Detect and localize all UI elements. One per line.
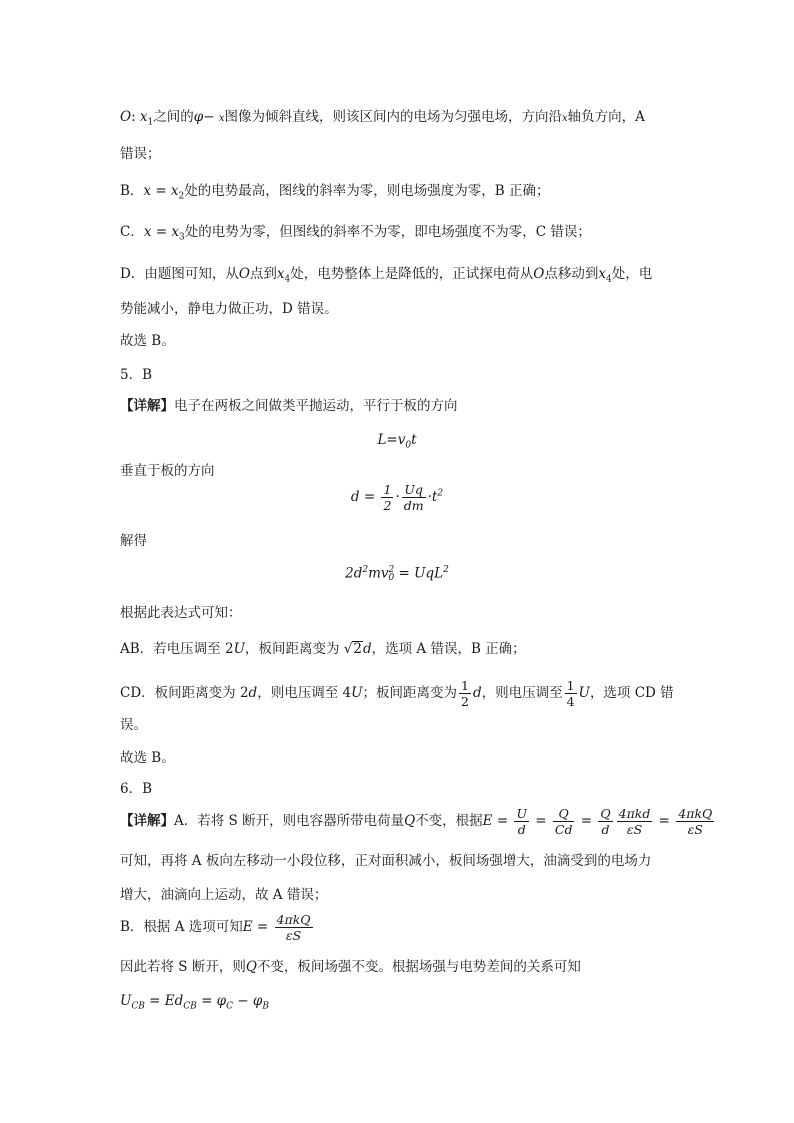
q5-option-ab <box>120 640 526 658</box>
math-var: O <box>120 109 132 125</box>
q6-number: 6．B <box>120 781 153 797</box>
text: 处，电势整体上是降低的，正试探电荷从 <box>290 266 534 282</box>
text: : <box>131 109 140 125</box>
q4-option-c <box>120 223 591 247</box>
q5-number: 5．B <box>120 367 153 383</box>
math-op: · <box>427 489 432 505</box>
q6-option-b-line-2 <box>120 958 581 976</box>
fraction-denominator: Cd <box>554 822 573 837</box>
text: 轴负方向，A <box>567 109 645 125</box>
text: ，选项 A 错误，B 正确； <box>371 641 526 657</box>
math-var: x <box>598 266 606 282</box>
math-var: x <box>218 113 225 124</box>
q6-option-b-line-3 <box>120 992 269 1016</box>
math-expr: x = x <box>143 183 179 199</box>
fraction <box>514 806 529 837</box>
q5-conclusion: 故选 B。 <box>120 750 175 766</box>
q5-equation-2 <box>0 482 794 513</box>
q5-option-cd-line-1 <box>120 678 674 709</box>
math-var: U <box>578 685 590 701</box>
text: B． <box>120 183 144 199</box>
fraction <box>381 482 393 513</box>
fraction-denominator: 4 <box>566 694 575 709</box>
fraction-denominator: dm <box>403 498 424 513</box>
sqrt-radicand: 2 <box>353 641 362 657</box>
fraction <box>598 806 612 837</box>
fraction <box>617 806 653 837</box>
text: ，选项 CD 错 <box>589 685 674 701</box>
math-op: = <box>492 813 513 829</box>
detail-tag: 【详解】 <box>120 398 174 414</box>
q4-line-2: 错误； <box>120 146 161 162</box>
q4-option-b <box>120 182 550 206</box>
q6-option-b-line-1 <box>120 912 315 943</box>
math-sub: 1 <box>147 117 154 128</box>
fraction <box>565 678 577 709</box>
q5-intro <box>120 397 458 415</box>
text: 图像为倾斜直线，则该区间内的电场为匀强电场，方向沿 <box>224 109 562 125</box>
fraction-denominator: εS <box>687 822 703 837</box>
fraction-numerator: Q <box>553 806 575 822</box>
math-expr: mv <box>368 565 389 582</box>
fraction <box>459 678 471 709</box>
q4-option-d-line-1 <box>120 265 652 289</box>
math-op: = <box>576 813 597 829</box>
math-op: = <box>654 813 675 829</box>
math-op: = <box>530 813 551 829</box>
text: D．由题图可知，从 <box>120 266 239 282</box>
math-var: φ <box>193 109 204 125</box>
q5-solve: 解得 <box>120 533 147 549</box>
math-sup: 2 <box>437 488 444 499</box>
q4-line-1 <box>120 108 645 132</box>
fraction-numerator: 1 <box>566 678 575 693</box>
q6-option-a-line-3: 增大，油滴向上运动，故 A 错误； <box>120 887 328 903</box>
text: AB．若电压调至 2 <box>120 641 234 657</box>
text: 不变，根据 <box>415 813 483 829</box>
q6-option-a-line-1 <box>120 806 716 837</box>
math-var: Q <box>404 813 416 829</box>
text: 因此若将 S 断开，则 <box>120 959 246 975</box>
math-expr: 2d <box>345 565 363 582</box>
sqrt-symbol: √ <box>343 641 353 657</box>
math-var: x <box>561 113 568 124</box>
fraction-numerator: U <box>516 806 527 821</box>
math-var: U <box>351 685 363 701</box>
fraction <box>402 482 426 513</box>
fraction-numerator: 4πkQ <box>276 912 311 927</box>
math-expr: = Ed <box>144 993 184 1009</box>
text: 之间的 <box>153 109 194 125</box>
math-var: O <box>238 266 250 282</box>
math-sub: C <box>226 1001 234 1012</box>
text: C． <box>120 224 144 240</box>
fraction-denominator: εS <box>626 822 643 837</box>
math-op: · <box>395 489 400 505</box>
math-var: d <box>362 641 372 657</box>
math-var: d <box>472 685 482 701</box>
fraction-denominator: 2 <box>383 498 392 513</box>
math-op: = <box>359 489 380 505</box>
fraction-denominator: d <box>601 822 610 837</box>
math-var: x <box>276 266 285 282</box>
text: CD．板间距离变为 2 <box>120 685 249 701</box>
math-var: t <box>431 489 438 505</box>
text: 不变，板间场强不变。根据场强与电势差间的关系可知 <box>256 959 581 975</box>
text: − <box>203 109 219 125</box>
detail-tag: 【详解】 <box>120 813 174 829</box>
math-sub: 2 <box>178 191 185 202</box>
text: ，则电压调至 4 <box>257 685 352 701</box>
fraction-denominator: d <box>517 822 526 837</box>
fraction-denominator: εS <box>285 928 302 943</box>
text: A．若将 S 断开，则电容器所带电荷量 <box>174 813 405 829</box>
math-var: E <box>242 919 253 935</box>
text: ，板间距离变为 <box>244 641 344 657</box>
math-sup: 2 <box>443 565 449 575</box>
text: 点移动到 <box>544 266 599 282</box>
math-var: U <box>120 993 132 1009</box>
fraction-numerator: 4πkQ <box>678 806 713 821</box>
fraction-numerator: Q <box>600 806 611 821</box>
fraction-numerator: 4πkd <box>618 806 651 821</box>
math-sub: 0 <box>388 573 395 583</box>
q4-conclusion: 故选 B。 <box>120 333 175 349</box>
fraction-numerator: Uq <box>402 482 426 498</box>
math-var: x <box>139 109 148 125</box>
math-op: = <box>252 919 273 935</box>
fraction <box>676 806 714 837</box>
q5-equation-3 <box>0 565 794 582</box>
math-expr: x = x <box>143 224 179 240</box>
fraction-numerator: 1 <box>460 678 469 693</box>
fraction <box>275 912 313 943</box>
math-sub: 4 <box>284 274 291 285</box>
text: ；板间距离变为 <box>362 685 457 701</box>
math-sup: 2 <box>388 565 395 575</box>
fraction-denominator: 2 <box>460 694 469 709</box>
text: B．根据 A 选项可知 <box>120 919 243 935</box>
math-sub: B <box>262 1001 270 1012</box>
math-expr: L=v <box>377 432 406 448</box>
q5-basis: 根据此表达式可知： <box>120 605 242 621</box>
math-sub: 4 <box>605 274 612 285</box>
q5-perp-text: 垂直于板的方向 <box>120 463 215 479</box>
q5-equation-1 <box>0 432 794 451</box>
math-sup: 2 <box>362 565 369 575</box>
text: 处，电 <box>611 266 653 282</box>
text: 处的电势为零，但图线的斜率不为零，即电场强度不为零，C 错误； <box>184 224 591 240</box>
math-sub: 0 <box>405 440 412 451</box>
q6-option-a-line-2: 可知，再将 A 板向左移动一小段位移，正对面积减小，板间场强增大，油滴受到的电场力 <box>120 853 652 869</box>
math-sub: 3 <box>178 232 185 243</box>
math-var: d <box>248 685 258 701</box>
math-sub: CB <box>131 1001 145 1012</box>
math-sub: CB <box>183 1001 197 1012</box>
math-var: O <box>533 266 545 282</box>
math-var: E <box>482 813 493 829</box>
math-expr: = φ <box>196 993 227 1009</box>
math-expr: − φ <box>233 993 263 1009</box>
math-var: U <box>233 641 245 657</box>
text: ，则电压调至 <box>481 685 563 701</box>
text: 点到 <box>249 266 277 282</box>
math-var: t <box>411 432 417 448</box>
math-var: Q <box>245 959 257 975</box>
fraction <box>553 806 575 837</box>
text: 电子在两板之间做类平抛运动，平行于板的方向 <box>174 398 458 414</box>
math-expr: = UqL <box>394 565 444 582</box>
text: 处的电势最高，图线的斜率为零，则电场强度为零，B 正确； <box>184 183 550 199</box>
q5-option-cd-line-2: 误。 <box>120 717 147 733</box>
fraction-numerator: 1 <box>383 482 392 497</box>
q4-option-d-line-2: 势能减小，静电力做正功，D 错误。 <box>120 301 338 317</box>
math-var: d <box>350 489 360 505</box>
